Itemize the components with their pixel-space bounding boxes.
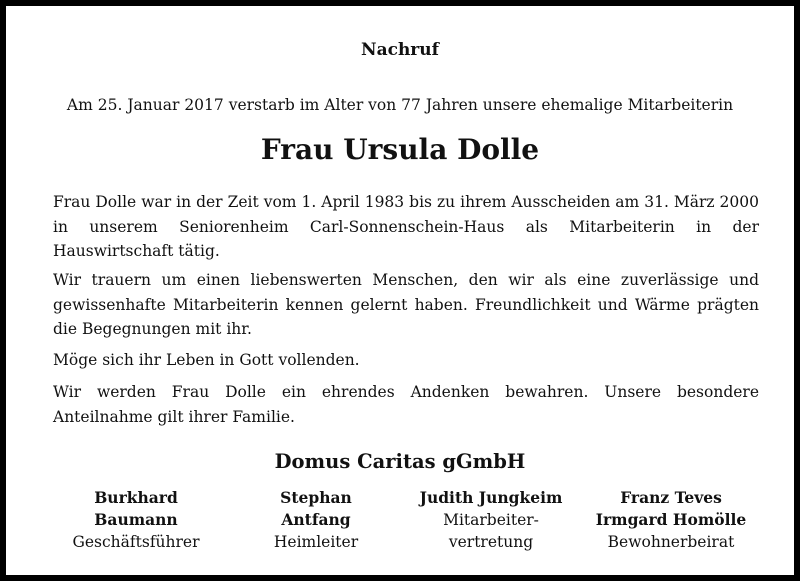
signatory-residents-council [581,487,761,553]
signatory-staff-representation [396,487,586,553]
signatory-name: Franz Teves [620,488,722,507]
organization-name: Domus Caritas gGmbH [274,450,526,473]
signatory-managing-director [46,487,226,553]
signatory-role: Mitarbeiter- [443,511,539,529]
paragraph-remembrance: Wir werden Frau Dolle ein ehrendes Andenken bewahren. Unsere besondere Anteilnahme gilt ihrer Familie. [53,383,759,426]
signatory-home-director [226,487,406,553]
paragraph-employment: Frau Dolle war in der Zeit vom 1. April 1983 bis zu ihrem Ausscheiden am 31. März 2000 in unserem Seniorenheim Carl-Sonnenschein-Haus als Mitarbeiterin in der Hauswirtschaft tätig. [53,193,759,260]
signatory-name: Burkhard [94,488,178,507]
signatory-name: Antfang [281,510,351,529]
signatory-name: Irmgard Homölle [595,510,747,529]
signatory-role: vertretung [448,533,534,551]
paragraph-mourning: Wir trauern um einen liebenswerten Menschen, den wir als eine zuverlässige und gewissenhafte Mitarbeiterin kennen gelernt haben. Freundlichkeit und Wärme prägten die Begegnungen mit ihr. [53,271,759,338]
intro-sentence: Am 25. Januar 2017 verstarb im Alter von 77 Jahren unsere ehemalige Mitarbeiterin [66,96,734,114]
signatory-name: Stephan [280,488,352,507]
signatory-name: Baumann [94,510,178,529]
paragraph-blessing: Möge sich ihr Leben in Gott vollenden. [53,351,360,369]
signatory-role: Geschäftsführer [72,533,200,551]
signatory-name: Judith Jungkeim [419,488,563,507]
signatory-role: Bewohnerbeirat [607,533,735,551]
signatory-role: Heimleiter [273,533,359,551]
deceased-name: Frau Ursula Dolle [260,133,540,166]
notice-heading: Nachruf [361,40,439,60]
